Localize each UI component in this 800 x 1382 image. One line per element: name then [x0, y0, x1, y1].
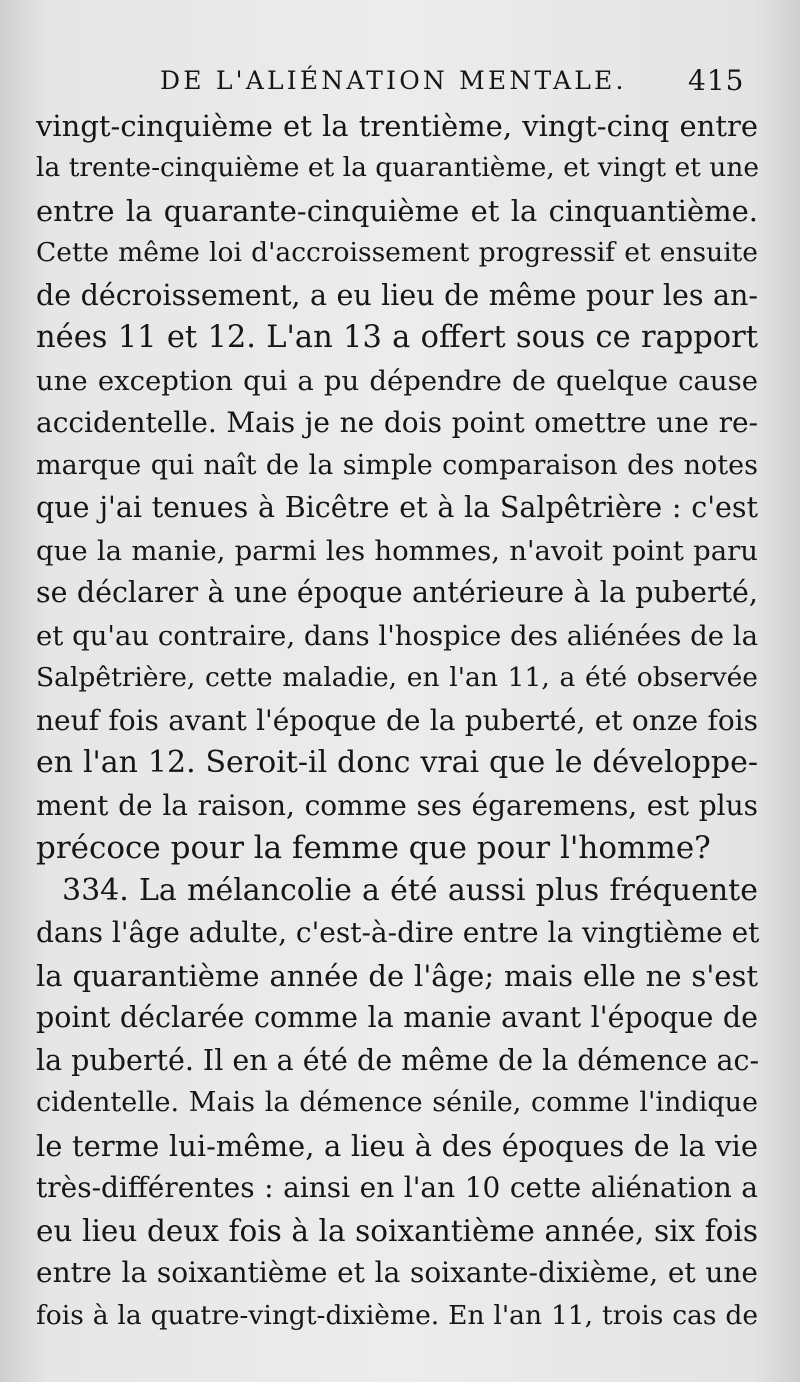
- text-line: et qu'au contraire, dans l'hospice des aliénées de la: [36, 620, 758, 652]
- text-line: la puberté. Il en a été de même de la démence ac-: [36, 1044, 760, 1077]
- text-line: Salpêtrière, cette maladie, en l'an 11, a été observée: [36, 662, 758, 693]
- text-line: cidentelle. Mais la démence sénile, comme l'indique: [36, 1087, 758, 1118]
- text-line: se déclarer à une époque antérieure à la puberté,: [36, 576, 758, 609]
- text-line: le terme lui-même, a lieu à des époques de la vie: [36, 1129, 758, 1163]
- text-line: précoce pour la femme que pour l'homme?: [36, 830, 711, 866]
- text-line: accidentelle. Mais je ne dois point omettre une re-: [36, 406, 758, 439]
- text-line: ment de la raison, comme ses égaremens, est plus: [36, 789, 758, 822]
- text-line: fois à la quatre-vingt-dixième. En l'an 11, trois cas de: [36, 1300, 758, 1331]
- text-line: en l'an 12. Seroit-il donc vrai que le développe-: [36, 745, 758, 780]
- text-line: une exception qui a pu dépendre de quelque cause: [36, 365, 758, 397]
- text-line: vingt-cinquième et la trentième, vingt-cinq entre: [36, 109, 758, 143]
- text-line: entre la quarante-cinquième et la cinquantième.: [36, 194, 758, 228]
- page-header: [0, 62, 800, 102]
- section-start-line: 334. La mélancolie a été aussi plus fréquente: [62, 873, 758, 908]
- text-line: Cette même loi d'accroissement progressif et ensuite: [36, 237, 758, 268]
- text-line: neuf fois avant l'époque de la puberté, et onze fois: [36, 704, 758, 737]
- running-title: DE L'ALIÉNATION MENTALE.: [160, 66, 627, 95]
- text-line: nées 11 et 12. L'an 13 a offert sous ce rapport: [36, 320, 758, 355]
- text-line: que j'ai tenues à Bicêtre et à la Salpêtrière : c'est: [36, 491, 758, 524]
- text-line: point déclarée comme la manie avant l'époque de: [36, 1001, 758, 1034]
- text-line: très-différentes : ainsi en l'an 10 cette aliénation a: [36, 1171, 758, 1204]
- text-line: eu lieu deux fois à la soixantième année, six fois: [36, 1214, 758, 1248]
- text-line: que la manie, parmi les hommes, n'avoit point paru: [36, 535, 758, 567]
- text-line: la quarantième année de l'âge; mais elle ne s'est: [36, 959, 758, 993]
- text-line: de décroissement, a eu lieu de même pour les an-: [36, 279, 758, 312]
- page-number: 415: [688, 64, 745, 97]
- text-line: la trente-cinquième et la quarantième, et vingt et une: [36, 152, 760, 183]
- text-line: marque qui naît de la simple comparaison des notes: [36, 450, 758, 481]
- text-line: dans l'âge adulte, c'est-à-dire entre la vingtième et: [36, 916, 760, 949]
- text-line: entre la soixantième et la soixante-dixième, et une: [36, 1256, 758, 1289]
